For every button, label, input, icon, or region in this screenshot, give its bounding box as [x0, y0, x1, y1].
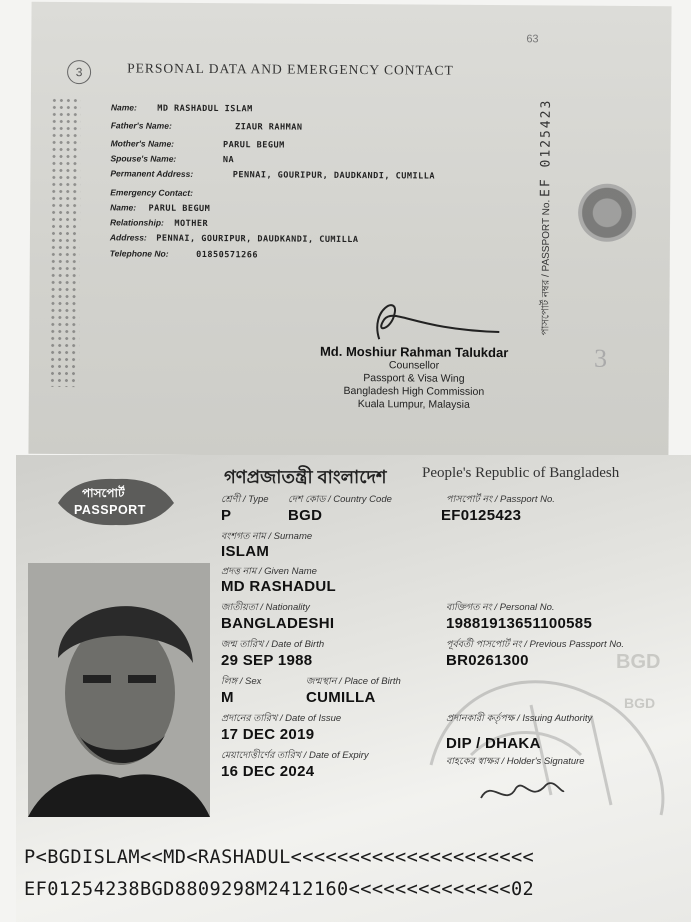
- label-issuing-authority: প্রদানকারী কর্তৃপক্ষ / Issuing Authority: [446, 713, 593, 724]
- field-label: Address:: [109, 232, 147, 243]
- field-label: Telephone No:: [109, 248, 169, 259]
- signatory-line: Bangladesh High Commission: [343, 384, 485, 398]
- field-label: Name:: [110, 102, 137, 113]
- label-passport-no: পাসপোর্ট নং / Passport No.: [446, 494, 555, 505]
- personal-data-page: [28, 2, 671, 458]
- value-place-of-birth: CUMILLA: [306, 689, 376, 706]
- vertical-passport-number: [537, 99, 557, 336]
- field-value: 01850571266: [196, 249, 259, 261]
- government-seal: [578, 184, 636, 242]
- field-value: PENNAI, GOURIPUR, DAUDKANDI, CUMILLA: [232, 170, 436, 182]
- label-date-of-issue: প্রদানের তারিখ / Date of Issue: [221, 713, 342, 724]
- signatory-name: Md. Moshiur Rahman Talukdar: [319, 343, 509, 361]
- counsellor-signature: [339, 289, 509, 350]
- signatory-line: Passport & Visa Wing: [363, 372, 465, 385]
- value-date-of-birth: 29 SEP 1988: [221, 652, 313, 669]
- signatory-block: [299, 344, 529, 413]
- ghost-text: BGD: [616, 651, 661, 673]
- label-personal-no: ব্যক্তিগত নং / Personal No.: [446, 602, 555, 613]
- value-passport-no: EF0125423: [441, 507, 522, 524]
- page-number-left: 3: [67, 60, 91, 84]
- signatory-line: Kuala Lumpur, Malaysia: [357, 398, 470, 411]
- label-nationality: জাতীয়তা / Nationality: [221, 602, 310, 613]
- field-spouses-name: [110, 153, 234, 165]
- value-country-code: BGD: [288, 507, 323, 524]
- label-previous-passport: পূর্ববর্তী পাসপোর্ট নং / Previous Passport No.: [446, 639, 625, 650]
- value-sex: M: [221, 689, 234, 706]
- value-type: P: [221, 507, 232, 524]
- page-title: PERSONAL DATA AND EMERGENCY CONTACT: [127, 60, 454, 78]
- passport-number-label: পাসপোর্ট নম্বর / PASSPORT No.: [540, 199, 553, 336]
- field-label: Father's Name:: [110, 120, 172, 131]
- field-fathers-name: [111, 120, 303, 132]
- emergency-telephone: [110, 248, 258, 260]
- badge-english: PASSPORT: [74, 503, 146, 517]
- holder-photo: [28, 563, 210, 817]
- perforation-pattern: [49, 97, 81, 387]
- field-value: MD RASHADUL ISLAM: [157, 103, 253, 115]
- badge-bengali: পাসপোর্ট: [82, 486, 125, 500]
- field-value: NA: [222, 155, 235, 166]
- header-english: People's Republic of Bangladesh: [422, 465, 620, 481]
- field-label: Spouse's Name:: [110, 153, 177, 164]
- field-label: Relationship:: [110, 217, 164, 228]
- mrz-line-2: EF01254238BGD8809298M2412160<<<<<<<<<<<<<<02: [24, 879, 535, 900]
- ghost-text: BGD: [624, 695, 656, 711]
- label-sex: লিঙ্গ / Sex: [221, 676, 262, 687]
- field-value: PARUL BEGUM: [222, 140, 285, 151]
- label-date-of-expiry: মেয়াদোত্তীর্ণের তারিখ / Date of Expiry: [221, 750, 369, 761]
- field-permanent-address: [110, 168, 435, 181]
- field-name: [111, 102, 253, 114]
- label-date-of-birth: জন্ম তারিখ / Date of Birth: [221, 639, 325, 650]
- field-mothers-name: [111, 138, 285, 150]
- label-place-of-birth: জন্মস্থান / Place of Birth: [306, 676, 401, 687]
- value-nationality: BANGLADESHI: [221, 615, 335, 632]
- emergency-name: [110, 202, 210, 214]
- emergency-relationship: [110, 217, 208, 229]
- mrz-line-1: P<BGDISLAM<<MD<RASHADUL<<<<<<<<<<<<<<<<<<<<<: [24, 847, 535, 868]
- field-value: MOTHER: [174, 218, 209, 230]
- value-date-of-issue: 17 DEC 2019: [221, 726, 315, 743]
- field-label: Permanent Address:: [110, 168, 194, 179]
- page-number-right: 63: [526, 33, 539, 46]
- value-previous-passport: BR0261300: [446, 652, 529, 669]
- header-bengali: গণপ্রজাতন্ত্রী বাংলাদেশ: [224, 467, 387, 487]
- field-label: Mother's Name:: [110, 138, 175, 149]
- label-given-name: প্রদত্ত নাম / Given Name: [221, 566, 317, 577]
- value-surname: ISLAM: [221, 543, 270, 560]
- value-issuing-authority: DIP / DHAKA: [446, 735, 541, 752]
- value-personal-no: 19881913651100585: [446, 615, 593, 632]
- corner-mark: 3: [594, 343, 608, 373]
- label-surname: বংশগত নাম / Surname: [221, 531, 313, 542]
- label-holder-signature: বাহকের স্বাক্ষর / Holder's Signature: [446, 756, 585, 767]
- value-given-name: MD RASHADUL: [221, 578, 336, 595]
- value-date-of-expiry: 16 DEC 2024: [221, 763, 315, 780]
- holder-signature: [476, 773, 566, 813]
- label-type: শ্রেণী / Type: [221, 494, 269, 505]
- passport-data-page: [16, 455, 691, 922]
- field-label: Name:: [110, 202, 137, 213]
- label-country-code: দেশ কোড / Country Code: [288, 494, 392, 505]
- field-value: PENNAI, GOURIPUR, DAUDKANDI, CUMILLA: [156, 233, 359, 246]
- emergency-address: [110, 232, 359, 245]
- field-value: PARUL BEGUM: [148, 203, 211, 215]
- field-value: ZIAUR RAHMAN: [235, 122, 303, 133]
- passport-number: EF 0125423: [538, 98, 554, 198]
- signatory-line: Counsellor: [388, 359, 440, 372]
- emergency-heading: Emergency Contact:: [110, 187, 193, 198]
